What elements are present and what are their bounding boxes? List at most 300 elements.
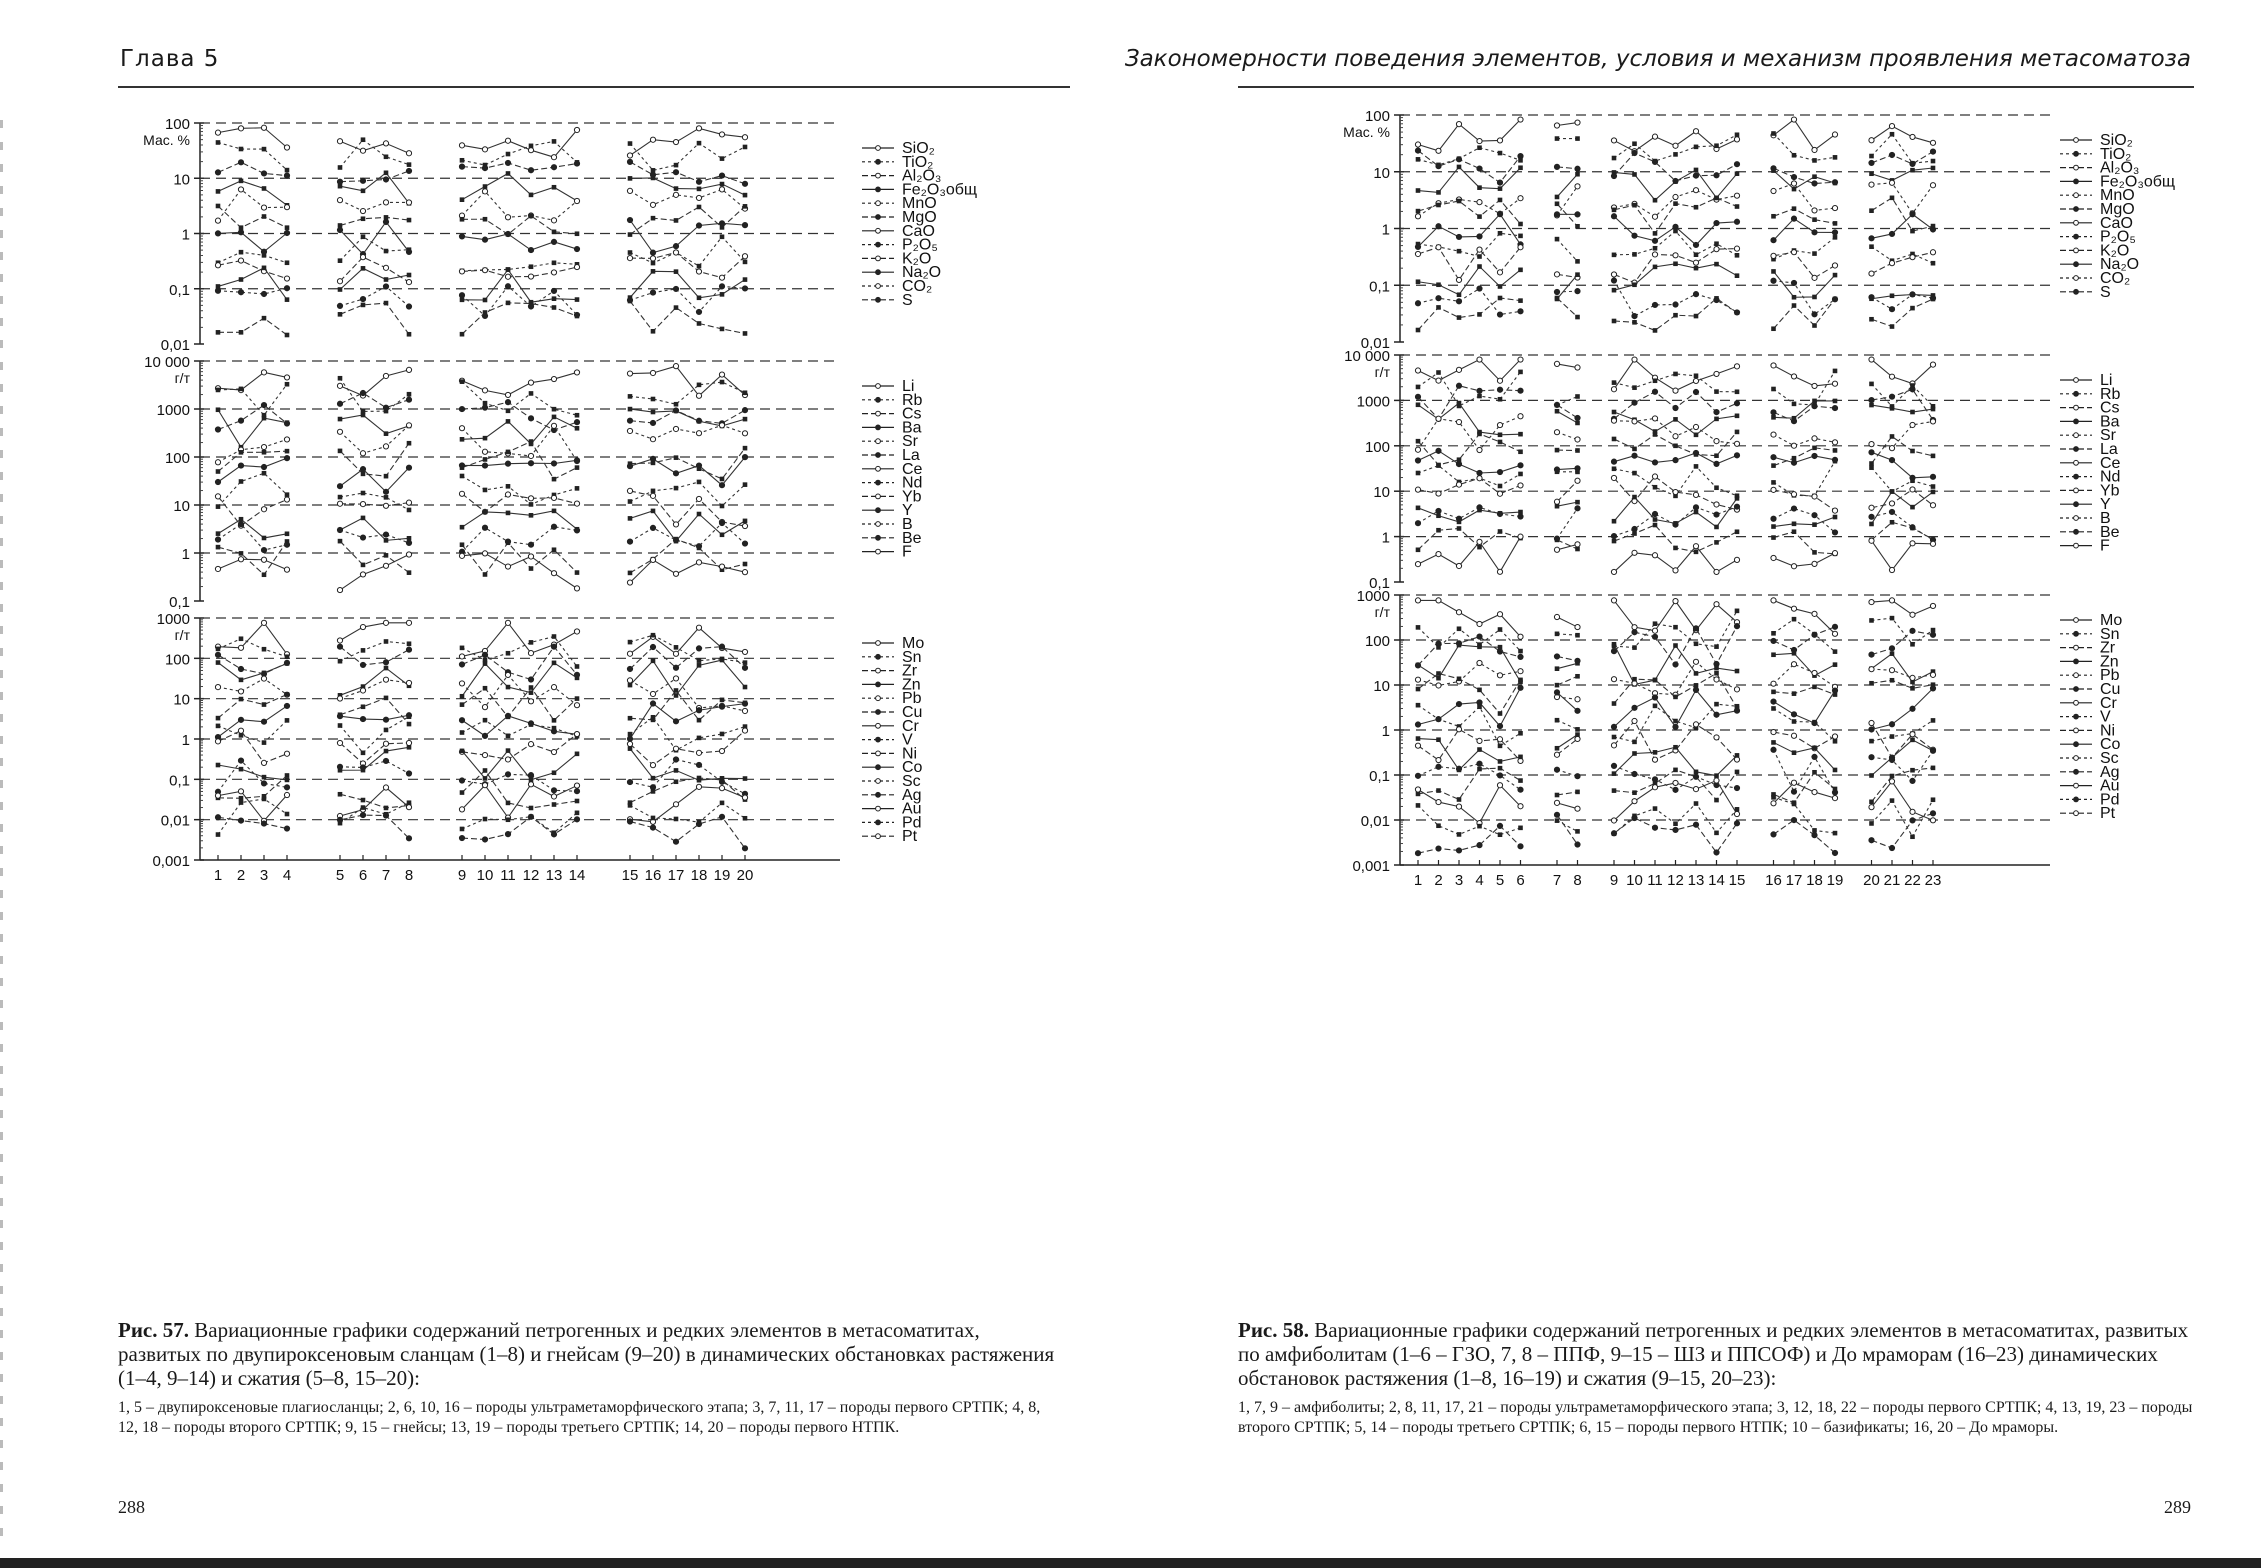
series-line <box>462 234 577 250</box>
series-line <box>1418 214 1521 247</box>
series-marker <box>338 449 343 454</box>
series-marker <box>1554 690 1559 695</box>
legend-label: SiO₂ <box>902 140 935 157</box>
series-marker <box>1792 416 1797 421</box>
y-tick-label: 0,01 <box>160 337 190 354</box>
series-marker <box>528 677 533 682</box>
series-marker <box>1456 383 1461 388</box>
series-marker <box>1890 651 1895 656</box>
series-marker <box>284 751 289 756</box>
series-marker <box>575 486 580 491</box>
series-marker <box>1456 727 1461 732</box>
series-marker <box>743 145 748 150</box>
series-marker <box>1771 480 1776 485</box>
series-marker <box>216 647 221 652</box>
series-marker <box>1575 542 1580 547</box>
series-marker <box>697 718 702 723</box>
series-marker <box>696 821 701 826</box>
page-number-right: 289 <box>2164 1497 2191 1517</box>
series-marker <box>1497 378 1502 383</box>
series-marker <box>1910 306 1915 311</box>
series-marker <box>1869 618 1874 623</box>
series-marker <box>1910 478 1915 483</box>
series-marker <box>384 806 389 811</box>
series-marker <box>1555 683 1560 688</box>
series-marker <box>697 658 702 663</box>
series-marker <box>1612 788 1617 793</box>
series-marker <box>1436 296 1441 301</box>
series-marker <box>1693 260 1698 265</box>
series-marker <box>1436 799 1441 804</box>
series-marker <box>551 794 556 799</box>
series-marker <box>1930 140 1935 145</box>
series-marker <box>742 286 747 291</box>
series-line <box>340 200 409 211</box>
series-marker <box>1575 136 1580 141</box>
series-marker <box>1791 506 1796 511</box>
legend-label: Cs <box>902 405 922 423</box>
legend-marker <box>876 256 881 261</box>
legend-marker <box>876 453 881 458</box>
series-line <box>340 378 409 411</box>
series-line <box>1774 271 1836 297</box>
series-marker <box>505 160 510 165</box>
page-number-left: 288 <box>118 1497 145 1517</box>
series-marker <box>1575 224 1580 229</box>
series-marker <box>1611 724 1616 729</box>
legend-marker <box>2074 488 2079 493</box>
series-marker <box>505 215 510 220</box>
series-marker <box>262 147 267 152</box>
series-marker <box>742 728 747 733</box>
series-marker <box>1575 184 1580 189</box>
series-marker <box>239 800 244 805</box>
legend-marker <box>2074 700 2079 705</box>
series-marker <box>1771 455 1776 460</box>
series-marker <box>1812 746 1817 751</box>
series-marker <box>1791 712 1796 717</box>
series-marker <box>384 728 389 733</box>
series-line <box>462 163 577 170</box>
series-marker <box>1673 405 1678 410</box>
series-marker <box>1771 598 1776 603</box>
series-marker <box>1734 811 1739 816</box>
series-marker <box>742 846 747 851</box>
series-marker <box>720 778 725 783</box>
series-marker <box>262 647 267 652</box>
legend-label: Pb <box>2100 667 2120 685</box>
series-marker <box>1497 212 1502 217</box>
series-marker <box>1735 204 1740 209</box>
series-marker <box>483 817 488 822</box>
series-marker <box>719 187 724 192</box>
series-marker <box>1415 598 1420 603</box>
series-marker <box>482 705 487 710</box>
series-marker <box>1791 250 1796 255</box>
series-marker <box>1791 216 1796 221</box>
series-marker <box>1735 753 1740 758</box>
series-marker <box>1693 129 1698 134</box>
series-marker <box>285 168 290 173</box>
series-marker <box>1457 199 1462 204</box>
series-marker <box>1771 740 1776 745</box>
fig58-title: Рис. 58. <box>1238 1318 1309 1342</box>
series-marker <box>407 332 412 337</box>
legend-label: P₂O₅ <box>902 236 938 254</box>
legend-label: Cs <box>2100 399 2120 417</box>
series-line <box>218 799 287 835</box>
series-marker <box>1734 401 1739 406</box>
series-marker <box>1771 326 1776 331</box>
series-marker <box>1518 298 1523 303</box>
series-marker <box>1693 242 1698 247</box>
legend-label: Co <box>902 759 923 777</box>
legend-label: CO₂ <box>902 278 933 295</box>
series-marker <box>407 162 412 167</box>
legend-marker <box>876 466 881 471</box>
series-marker <box>720 801 725 806</box>
series-line <box>1557 411 1578 423</box>
series-marker <box>552 726 557 731</box>
y-tick-label: 10 000 <box>144 354 190 371</box>
series-marker <box>459 143 464 148</box>
series-marker <box>743 562 748 567</box>
series-marker <box>360 765 365 770</box>
series-marker <box>1652 511 1657 516</box>
series-marker <box>1791 492 1796 497</box>
series-marker <box>1889 394 1894 399</box>
series-marker <box>575 426 580 431</box>
series-marker <box>1771 638 1776 643</box>
series-marker <box>651 489 656 494</box>
series-marker <box>285 260 290 265</box>
x-tick-label: 2 <box>1434 872 1443 889</box>
series-marker <box>651 659 656 664</box>
series-marker <box>239 250 244 255</box>
legend-label: S <box>2100 283 2111 301</box>
series-marker <box>1518 778 1523 783</box>
series-marker <box>383 741 388 746</box>
series-marker <box>742 223 747 228</box>
series-marker <box>1456 563 1461 568</box>
series-marker <box>1771 524 1776 529</box>
series-marker <box>216 140 221 145</box>
x-tick-label: 20 <box>1863 872 1880 889</box>
series-marker <box>216 716 221 721</box>
series-marker <box>1611 387 1616 392</box>
series-marker <box>1554 361 1559 366</box>
legend-label: K₂O <box>902 250 932 268</box>
series-line <box>1557 656 1578 660</box>
series-marker <box>1477 312 1482 317</box>
series-marker <box>238 522 243 527</box>
series-marker <box>1694 770 1699 775</box>
series-marker <box>1416 625 1421 630</box>
series-marker <box>1611 763 1616 768</box>
y-tick-label: 100 <box>1364 108 1390 125</box>
series-marker <box>1477 747 1482 752</box>
series-marker <box>627 741 632 746</box>
series-marker <box>552 296 557 301</box>
series-marker <box>1734 821 1739 826</box>
series-marker <box>1477 185 1482 190</box>
series-marker <box>1673 724 1678 729</box>
series-marker <box>742 254 747 259</box>
series-marker <box>384 538 389 543</box>
series-line <box>1418 785 1521 823</box>
series-marker <box>674 779 679 784</box>
series-marker <box>1457 249 1462 254</box>
series-marker <box>383 141 388 146</box>
series-line <box>1557 204 1578 227</box>
series-marker <box>574 783 579 788</box>
series-marker <box>528 814 533 819</box>
series-marker <box>1771 631 1776 636</box>
series-line <box>340 140 409 168</box>
x-tick-label: 9 <box>1609 872 1619 889</box>
series-line <box>1418 198 1521 216</box>
series-marker <box>215 479 220 484</box>
series-marker <box>1575 774 1580 779</box>
series-marker <box>360 467 365 472</box>
series-marker <box>697 776 702 781</box>
legend-label: Au <box>2100 777 2120 795</box>
series-marker <box>1930 227 1935 232</box>
series-marker <box>284 497 289 502</box>
figure-58 <box>1330 100 2210 1290</box>
series-marker <box>1653 246 1658 251</box>
series-marker <box>628 232 633 237</box>
series-marker <box>650 691 655 696</box>
x-tick-label: 8 <box>404 867 414 884</box>
series-marker <box>1693 492 1698 497</box>
series-marker <box>238 160 243 165</box>
series-marker <box>284 375 289 380</box>
series-marker <box>1812 275 1817 280</box>
legend-label: MgO <box>2100 201 2135 218</box>
series-marker <box>285 225 290 230</box>
series-marker <box>1791 181 1796 186</box>
y-tick-label: 1000 <box>1356 393 1390 411</box>
series-line <box>462 191 577 220</box>
series-line <box>1872 294 1934 309</box>
series-marker <box>1812 251 1817 256</box>
legend-marker <box>876 397 881 402</box>
series-marker <box>529 301 534 306</box>
series-marker <box>1456 804 1461 809</box>
series-marker <box>1477 394 1482 399</box>
series-line <box>462 402 577 430</box>
series-marker <box>338 417 343 422</box>
series-marker <box>238 418 243 423</box>
series-marker <box>505 274 510 279</box>
series-marker <box>361 216 366 221</box>
series-marker <box>238 645 243 650</box>
series-marker <box>1632 233 1637 238</box>
series-marker <box>1693 544 1698 549</box>
series-marker <box>483 686 488 691</box>
series-marker <box>574 246 579 251</box>
series-line <box>340 715 409 719</box>
series-marker <box>1812 208 1817 213</box>
series-marker <box>1889 124 1894 129</box>
series-marker <box>239 147 244 152</box>
series-marker <box>1555 201 1560 206</box>
series-line <box>462 720 577 736</box>
series-marker <box>1714 220 1719 225</box>
series-line <box>1872 723 1934 758</box>
series-marker <box>262 416 267 421</box>
series-marker <box>1457 315 1462 320</box>
series-marker <box>1673 444 1678 449</box>
series-marker <box>528 742 533 747</box>
series-marker <box>459 835 464 840</box>
legend-marker <box>2074 783 2079 788</box>
series-marker <box>1734 453 1739 458</box>
series-marker <box>719 520 724 525</box>
series-marker <box>1869 397 1874 402</box>
series-marker <box>1910 229 1915 234</box>
series-marker <box>1518 309 1523 314</box>
series-marker <box>628 141 633 146</box>
series-marker <box>238 230 243 235</box>
series-line <box>1872 522 1934 540</box>
series-marker <box>1833 662 1838 667</box>
series-marker <box>720 698 725 703</box>
series-marker <box>383 563 388 568</box>
series-marker <box>216 504 221 509</box>
series-marker <box>651 509 656 514</box>
series-marker <box>1693 786 1698 791</box>
series-marker <box>1416 663 1421 668</box>
series-marker <box>1554 272 1559 277</box>
series-line <box>630 271 745 297</box>
series-marker <box>215 494 220 499</box>
series-marker <box>1632 495 1637 500</box>
series-line <box>1557 123 1578 126</box>
series-marker <box>215 685 220 690</box>
series-marker <box>1652 695 1657 700</box>
legend-label: Li <box>2100 372 2113 389</box>
legend-marker <box>2074 138 2079 143</box>
series-marker <box>239 517 244 522</box>
legend-label: Zn <box>2100 653 2119 671</box>
series-marker <box>674 645 679 650</box>
series-marker <box>719 786 724 791</box>
series-marker <box>1771 706 1776 711</box>
legend-label: Sc <box>2100 750 2119 767</box>
series-line <box>630 220 745 253</box>
series-marker <box>406 680 411 685</box>
series-marker <box>1869 821 1874 826</box>
series-marker <box>1575 806 1580 811</box>
series-marker <box>743 260 748 265</box>
series-marker <box>1457 292 1462 297</box>
series-line <box>340 794 409 808</box>
series-marker <box>719 483 724 488</box>
series-marker <box>383 265 388 270</box>
series-marker <box>361 472 366 477</box>
series-marker <box>338 539 343 544</box>
y-tick-label: 1000 <box>1356 588 1390 605</box>
series-marker <box>262 740 267 745</box>
series-marker <box>1694 373 1699 378</box>
series-marker <box>261 370 266 375</box>
series-marker <box>360 624 365 629</box>
series-marker <box>1791 280 1796 285</box>
series-marker <box>1890 734 1895 739</box>
series-marker <box>1652 460 1657 465</box>
series-marker <box>720 235 725 240</box>
series-line <box>1872 600 1934 614</box>
series-marker <box>743 446 748 451</box>
series-marker <box>1436 671 1441 676</box>
y-tick-label: 0,001 <box>1352 858 1390 875</box>
series-marker <box>406 367 411 372</box>
series-marker <box>1575 661 1580 666</box>
y-unit-label: Мас. % <box>143 132 190 148</box>
y-tick-label: 10 <box>1373 484 1390 502</box>
running-header-left: Глава 5 <box>120 46 220 72</box>
series-marker <box>284 205 289 210</box>
series-marker <box>337 279 342 284</box>
series-marker <box>651 816 656 821</box>
series-marker <box>238 126 243 131</box>
series-marker <box>1812 181 1817 186</box>
legend-label: Cu <box>2100 681 2121 698</box>
series-marker <box>285 333 290 338</box>
series-marker <box>1457 165 1462 170</box>
series-marker <box>1497 511 1502 516</box>
series-marker <box>505 138 510 143</box>
series-marker <box>1869 538 1874 543</box>
series-line <box>1557 663 1578 668</box>
series-line <box>1557 364 1578 368</box>
series-marker <box>216 469 221 474</box>
y-tick-label: 0,1 <box>169 772 190 790</box>
y-tick-label: 0,1 <box>169 594 190 611</box>
series-marker <box>1575 624 1580 629</box>
series-marker <box>628 732 633 737</box>
series-line <box>218 458 287 482</box>
y-tick-label: 1 <box>181 226 190 244</box>
series-marker <box>261 125 266 130</box>
series-marker <box>651 789 656 794</box>
series-marker <box>627 256 632 261</box>
legend-label: TiO₂ <box>2100 145 2132 163</box>
series-marker <box>529 640 534 645</box>
series-marker <box>1612 208 1617 213</box>
series-marker <box>384 495 389 500</box>
series-marker <box>1771 131 1776 136</box>
series-marker <box>505 284 510 289</box>
legend-marker <box>2074 618 2079 623</box>
series-marker <box>529 193 534 198</box>
series-marker <box>1869 244 1874 249</box>
series-marker <box>1869 236 1874 241</box>
legend-label: Ag <box>2100 763 2120 781</box>
series-line <box>340 788 409 816</box>
series-marker <box>1833 739 1838 744</box>
series-marker <box>1673 768 1678 773</box>
y-tick-label: 100 <box>164 450 190 467</box>
series-marker <box>574 731 579 736</box>
series-marker <box>1653 523 1658 528</box>
series-marker <box>1477 264 1482 269</box>
series-marker <box>1518 370 1523 375</box>
series-marker <box>1889 509 1894 514</box>
series-marker <box>1869 357 1874 362</box>
